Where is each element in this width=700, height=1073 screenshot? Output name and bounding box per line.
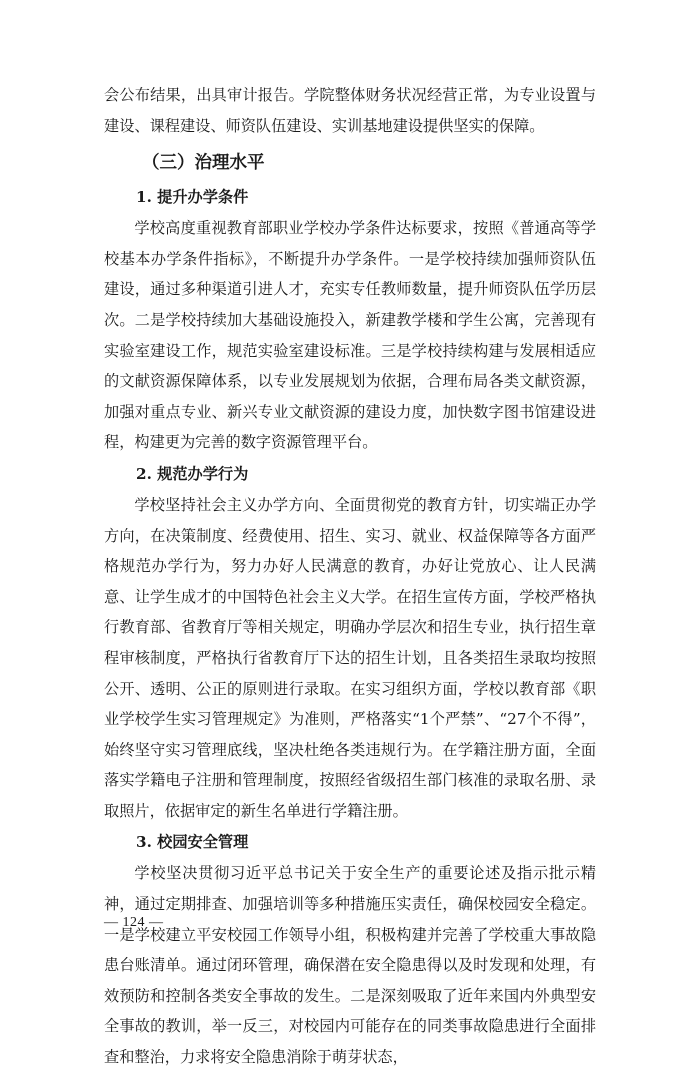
subsection-title-3: 3. 校园安全管理	[136, 833, 249, 852]
continuation-paragraph: 会公布结果，出具审计报告。学院整体财务状况经营正常，为专业设置与建设、课程建设、师资队伍建设、实训基地建设提供坚实的保障。	[104, 86, 596, 135]
subsection-body-3: 学校坚决贯彻习近平总书记关于安全生产的重要论述及指示批示精神，通过定期排查、加强培训等多种措施压实责任，确保校园安全稳定。一是学校建立平安校园工作领导小组，积极构建并完善了学校重大事故隐患台账清单。通过闭环管理，确保潜在安全隐患得以及时发现和处理，有效预防和控制各类安全事故的发生。二是深刻吸取了近年来国内外典型安全事故的教训，举一反三，对校园内可能存在的同类事故隐患进行全面排查和整治，力求将安全隐患消除于萌芽状态，	[104, 864, 596, 1067]
subsection-body-1: 学校高度重视教育部职业学校办学条件达标要求，按照《普通高等学校基本办学条件指标》，不断提升办学条件。一是学校持续加强师资队伍建设，通过多种渠道引进人才，充实专任教师数量，提升师资队伍学历层次。二是学校持续加大基础设施投入，新建教学楼和学生公寓，完善现有实验室建设工作，规范实验室建设标准。三是学校持续构建与发展相适应的文献资源保障体系，以专业发展规划为依据，合理布局各类文献资源，加强对重点专业、新兴专业文献资源的建设力度，加快数字图书馆建设进程，构建更为完善的数字资源管理平台。	[104, 219, 596, 452]
subsection-body-2: 学校坚持社会主义办学方向、全面贯彻党的教育方针，切实端正办学方向，在决策制度、经费使用、招生、实习、就业、权益保障等各方面严格规范办学行为，努力办好人民满意的教育，办好让党放心、让人民满意、让学生成才的中国特色社会主义大学。在招生宣传方面，学校严格执行教育部、省教育厅等相关规定，明确办学层次和招生专业，执行招生章程审核制度，严格执行省教育厅下达的招生计划，且各类招生录取均按照公开、透明、公正的原则进行录取。在实习组织方面，学校以教育部《职业学校学生实习管理规定》为准则，严格落实“1个严禁”、“27个不得”，始终坚守实习管理底线，坚决杜绝各类违规行为。在学籍注册方面，全面落实学籍电子注册和管理制度，按照经省级招生部门核准的录取名册、录取照片，依据审定的新生名单进行学籍注册。	[104, 495, 596, 820]
section-title: （三）治理水平	[142, 153, 265, 174]
page-number: — 124 —	[104, 915, 164, 930]
page-content	[104, 80, 596, 1073]
subsection-title-2: 2. 规范办学行为	[136, 464, 249, 483]
subsection-title-1: 1. 提升办学条件	[136, 188, 249, 207]
